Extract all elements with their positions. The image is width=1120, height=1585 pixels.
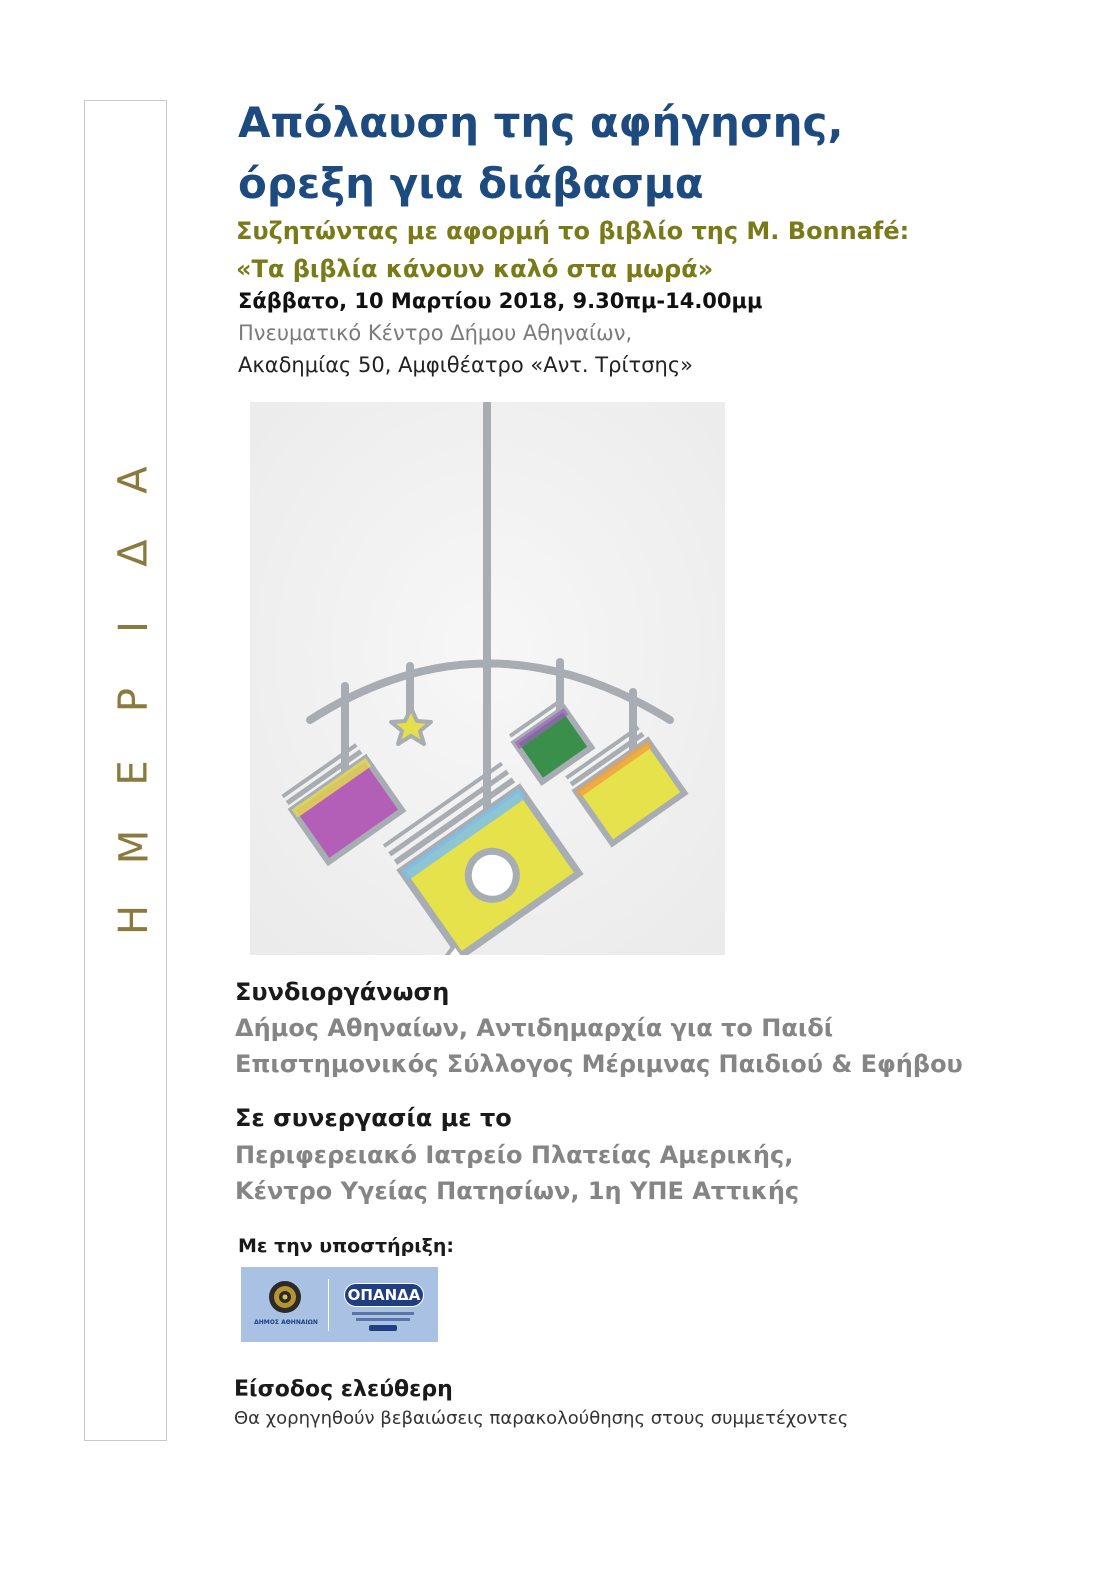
venue-address: Ακαδημίας 50, Αμφιθέατρο «Αντ. Τρίτσης»: [238, 353, 693, 377]
subtitle-line: Συζητώντας με αφορμή το βιβλίο της M. Bonnafé:: [236, 217, 910, 245]
opanda-tagline-line: [352, 1312, 414, 1315]
vertical-letter: Α: [111, 466, 157, 494]
vertical-letter: Δ: [111, 539, 157, 568]
page-title: [238, 92, 843, 214]
vertical-word-imerida: [104, 460, 164, 940]
municipality-caption: ΔΗΜΟΣ ΑΘΗΝΑΙΩΝ: [254, 1319, 318, 1326]
organizer-line: Δήμος Αθηναίων, Αντιδημαρχία για το Παιδί: [235, 1014, 834, 1042]
support-label: Με την υποστήριξη:: [238, 1235, 455, 1257]
subtitle: [236, 212, 909, 288]
opanda-tagline-line: [356, 1318, 410, 1321]
entry-note: Θα χορηγηθούν βεβαιώσεις παρακολούθησης στους συμμετέχοντες: [234, 1408, 849, 1429]
vertical-letter: Μ: [110, 829, 157, 864]
logo-divider: [328, 1279, 329, 1331]
title-line: όρεξη για διάβασμα: [238, 159, 704, 208]
collaboration-line: Κέντρο Υγείας Πατησίων, 1η ΥΠΕ Αττικής: [235, 1177, 800, 1205]
collaboration-line: Περιφερειακό Ιατρείο Πλατείας Αμερικής,: [235, 1141, 794, 1169]
subtitle-line: «Τα βιβλία κάνουν καλό στα μωρά»: [236, 255, 714, 283]
title-line: Απόλαυση της αφήγησης,: [238, 98, 844, 147]
entry-label: Είσοδος ελεύθερη: [234, 1377, 453, 1402]
collaboration-label: Σε συνεργασία με το: [235, 1104, 512, 1132]
venue-line: Πνευματικό Κέντρο Δήμου Αθηναίων,: [238, 321, 633, 345]
vertical-letter: Η: [110, 904, 157, 936]
organizer-line: Επιστημονικός Σύλλογος Μέριμνας Παιδιού & Εφήβου: [235, 1050, 963, 1078]
municipality-seal-icon: [267, 1279, 303, 1315]
opanda-badge: [369, 1325, 397, 1331]
organizers-label: Συνδιοργάνωση: [235, 978, 450, 1006]
event-date: Σάββατο, 10 Μαρτίου 2018, 9.30πμ-14.00μμ: [238, 289, 763, 313]
sponsor-logos: [241, 1267, 438, 1342]
vertical-letter: Ε: [111, 760, 157, 786]
book-mobile-illustration: [250, 402, 725, 955]
vertical-letter: Ι: [110, 620, 157, 633]
vertical-letter: Ρ: [111, 687, 157, 713]
opanda-logo: ΟΠΑΝΔΑ: [344, 1283, 424, 1307]
